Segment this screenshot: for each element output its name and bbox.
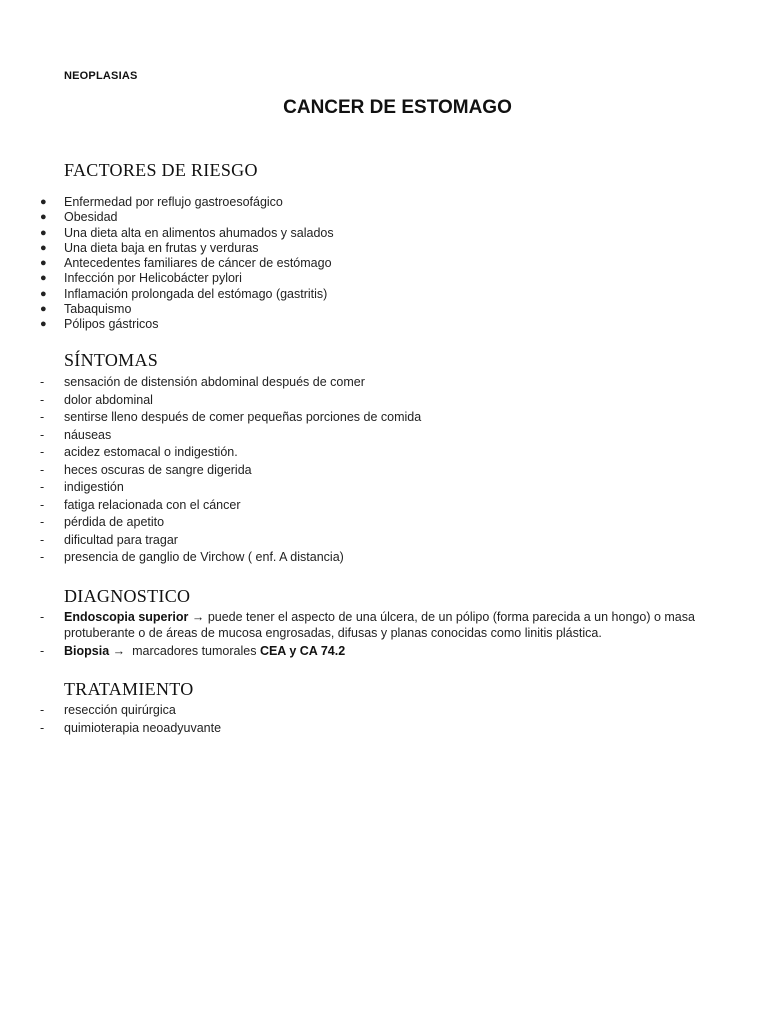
- list-item: ● Una dieta baja en frutas y verduras: [40, 240, 259, 255]
- dash-marker: -: [40, 532, 45, 547]
- dash-marker: -: [40, 410, 45, 424]
- section-label: NEOPLASIAS: [64, 70, 138, 82]
- dash-marker: -: [40, 497, 45, 512]
- dash-marker: -: [40, 375, 45, 389]
- list-item: - sentirse lleno después de comer pequeñas porciones de comida: [0, 409, 421, 427]
- page-title: CANCER DE ESTOMAGO: [283, 97, 512, 118]
- dash-marker: -: [40, 550, 45, 564]
- symptoms-heading: SÍNTOMAS: [64, 350, 159, 370]
- list-item: - náuseas: [0, 427, 421, 445]
- endoscopy-description: puede tener el aspecto de una úlcera, de un pólipo (forma parecida a un hongo) o masa protuberante o de áreas de mucosa engrosadas, difusas y planas conocidas como linitis plástica.: [64, 610, 695, 640]
- list-item: - indigestión: [0, 479, 421, 497]
- diagnosis-list: [0, 609, 740, 661]
- endoscopy-term: Endoscopia superior: [64, 610, 189, 624]
- list-item: - acidez estomacal o indigestión.: [0, 444, 421, 462]
- treatment-heading: TRATAMIENTO: [64, 679, 194, 699]
- dash-marker: -: [40, 515, 45, 529]
- list-item: [0, 643, 740, 659]
- risk-factors-heading: FACTORES DE RIESGO: [64, 160, 258, 180]
- symptoms-list: [0, 374, 421, 567]
- list-item: ● Una dieta alta en alimentos ahumados y salados: [40, 225, 334, 240]
- bullet-icon: ●: [40, 287, 47, 300]
- list-item: ● Enfermedad por reflujo gastroesofágico: [40, 195, 283, 209]
- diagnosis-heading: DIAGNOSTICO: [64, 586, 191, 606]
- bullet-icon: ●: [40, 257, 47, 270]
- dash-marker: -: [40, 445, 45, 459]
- bullet-icon: ●: [40, 318, 47, 331]
- bullet-icon: ●: [40, 241, 47, 254]
- list-item: ● Antecedentes familiares de cáncer de estómago: [40, 256, 332, 271]
- list-item: ● Inflamación prolongada del estómago (gastritis): [40, 286, 328, 301]
- biopsy-description: marcadores tumorales: [132, 644, 257, 658]
- arrow-icon: →: [191, 610, 205, 624]
- list-item: [0, 609, 740, 641]
- treatment-list: [0, 702, 221, 737]
- dash-marker: -: [40, 610, 45, 624]
- bullet-icon: ●: [40, 303, 47, 316]
- list-item: ● Pólipos gástricos: [40, 317, 159, 332]
- list-item: - quimioterapia neoadyuvante: [0, 720, 221, 738]
- list-item: ● Obesidad: [40, 210, 118, 225]
- list-item: - presencia de ganglio de Virchow ( enf. A distancia): [0, 549, 421, 567]
- bullet-icon: ●: [40, 196, 47, 208]
- bullet-icon: ●: [40, 226, 47, 239]
- arrow-icon: →: [112, 644, 126, 658]
- dash-marker: -: [40, 703, 45, 717]
- dash-marker: -: [40, 427, 45, 442]
- list-item: - dificultad para tragar: [0, 532, 421, 550]
- bullet-icon: ●: [40, 211, 47, 224]
- tumor-markers: CEA y CA 74.2: [259, 644, 346, 658]
- risk-factors-list: [0, 195, 334, 333]
- dash-marker: -: [40, 480, 45, 494]
- list-item: - pérdida de apetito: [0, 514, 421, 532]
- list-item: - fatiga relacionada con el cáncer: [0, 497, 421, 515]
- dash-marker: -: [40, 720, 45, 735]
- list-item: - dolor abdominal: [0, 392, 421, 410]
- dash-marker: -: [40, 392, 45, 407]
- dash-marker: -: [40, 462, 45, 477]
- list-item: - sensación de distensión abdominal después de comer: [0, 374, 421, 392]
- list-item: ● Tabaquismo: [40, 302, 132, 317]
- bullet-icon: ●: [40, 272, 47, 285]
- list-item: - resección quirúrgica: [0, 702, 221, 720]
- dash-marker: -: [40, 644, 45, 658]
- list-item: - heces oscuras de sangre digerida: [0, 462, 421, 480]
- biopsy-term: Biopsia: [64, 644, 110, 658]
- list-item: ● Infección por Helicobácter pylori: [40, 271, 242, 286]
